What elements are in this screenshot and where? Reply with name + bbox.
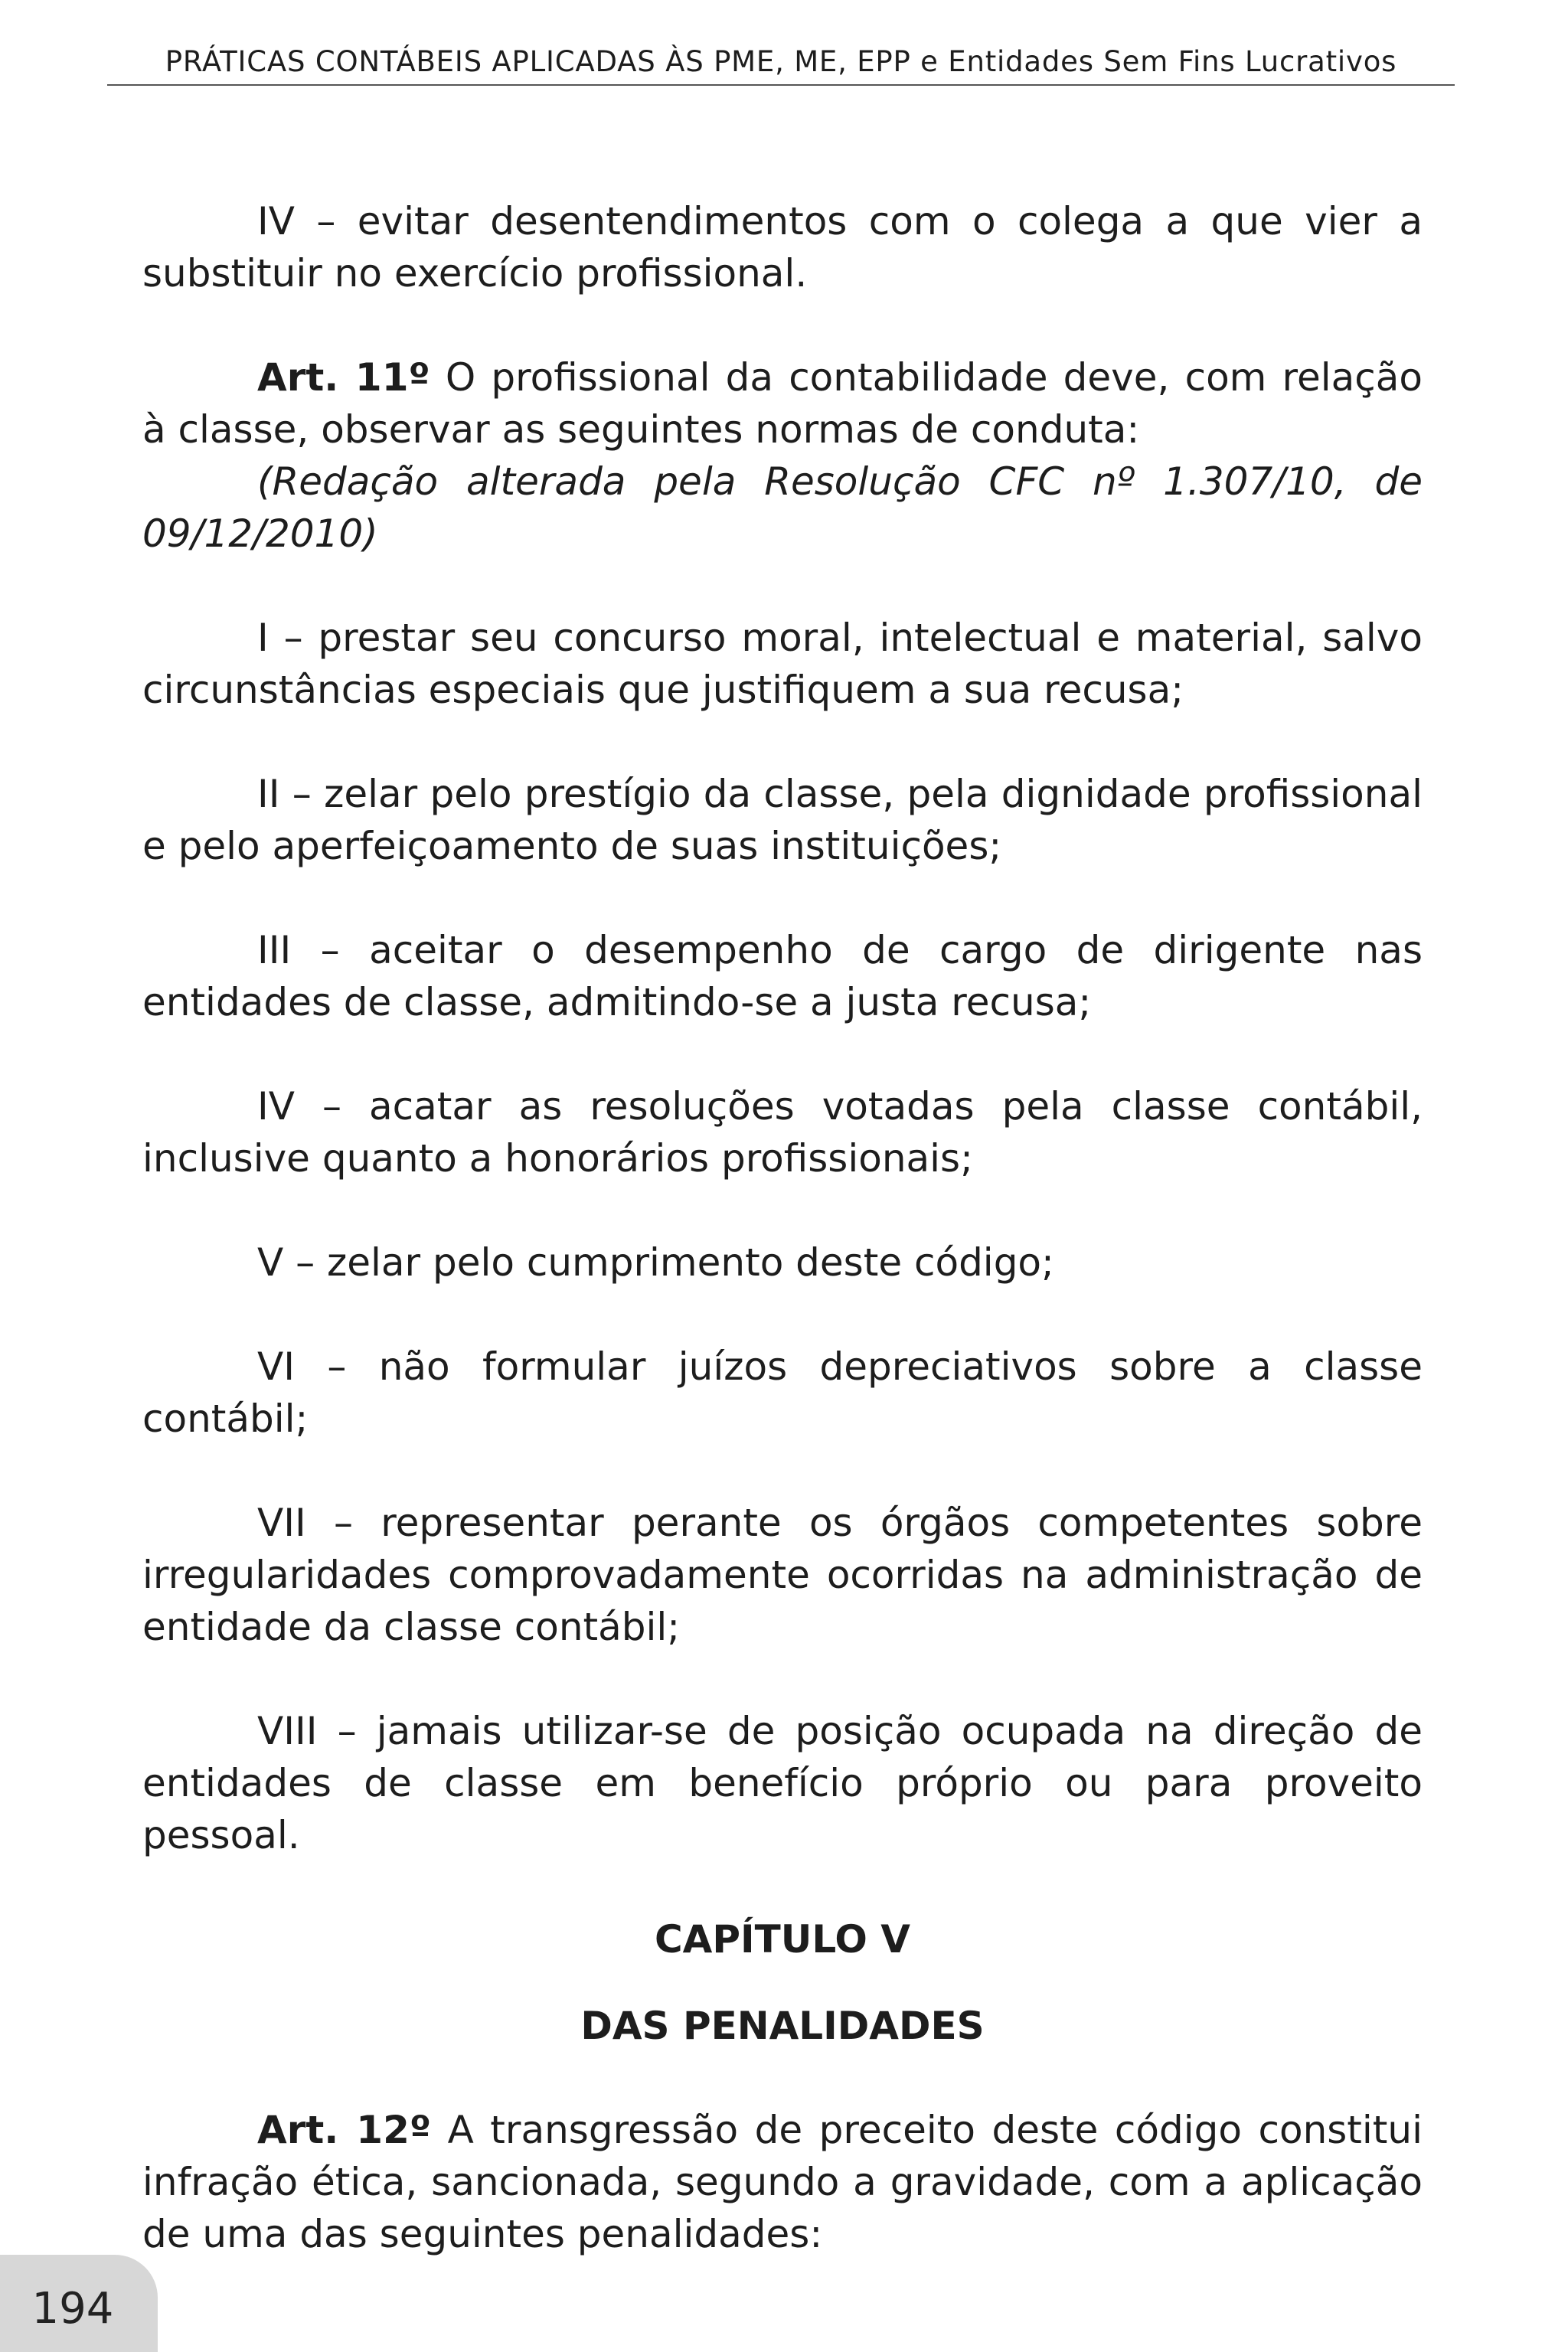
page-number-tab (0, 2255, 158, 2352)
page-body (142, 195, 1423, 2312)
article-11 (142, 351, 1423, 456)
page-number: 194 (31, 2284, 114, 2334)
article-12-text: A transgressão de preceito deste código constitui infração ética, sancionada, segundo a gravidade, com a aplicação de uma das seguintes penalidades: (142, 2108, 1423, 2256)
chapter-subtitle: DAS PENALIDADES (580, 2004, 985, 2048)
article-11-amendment-note: (Redação alterada pela Resolução CFC nº 1.307/10, de 09/12/2010) (142, 459, 1423, 556)
list-item-vii: VII – representar perante os órgãos competentes sobre irregularidades comprovadamente ocorridas na administração de entidade da classe contábil; (142, 1501, 1423, 1649)
running-header (107, 44, 1455, 86)
list-item-iv: IV – acatar as resoluções votadas pela classe contábil, inclusive quanto a honorários profissionais; (142, 1084, 1423, 1181)
article-12-label: Art. 12º (257, 2108, 432, 2152)
paragraph-iv-substitution: IV – evitar desentendimentos com o colega a que vier a substituir no exercício profissional. (142, 199, 1423, 296)
article-12 (142, 2104, 1423, 2260)
article-11-text: O profissional da contabilidade deve, com relação à classe, observar as seguintes normas de conduta: (142, 355, 1423, 452)
list-item-v: V – zelar pelo cumprimento deste código; (257, 1240, 1054, 1285)
article-11-label: Art. 11º (257, 355, 430, 400)
list-item-ii: II – zelar pelo prestígio da classe, pela dignidade profissional e pelo aperfeiçoamento de suas instituições; (142, 772, 1423, 868)
list-item-iii: III – aceitar o desempenho de cargo de dirigente nas entidades de classe, admitindo-se a justa recusa; (142, 928, 1423, 1024)
chapter-title: CAPÍTULO V (654, 1917, 911, 1962)
list-item-i: I – prestar seu concurso moral, intelectual e material, salvo circunstâncias especiais que justifiquem a sua recusa; (142, 616, 1423, 712)
running-header-title: PRÁTICAS CONTÁBEIS APLICADAS ÀS PME, ME, EPP e Entidades Sem Fins Lucrativos (165, 45, 1397, 78)
list-item-vi: VI – não formular juízos depreciativos sobre a classe contábil; (142, 1344, 1423, 1441)
list-item-viii: VIII – jamais utilizar-se de posição ocupada na direção de entidades de classe em benefício próprio ou para proveito pessoal. (142, 1709, 1423, 1857)
